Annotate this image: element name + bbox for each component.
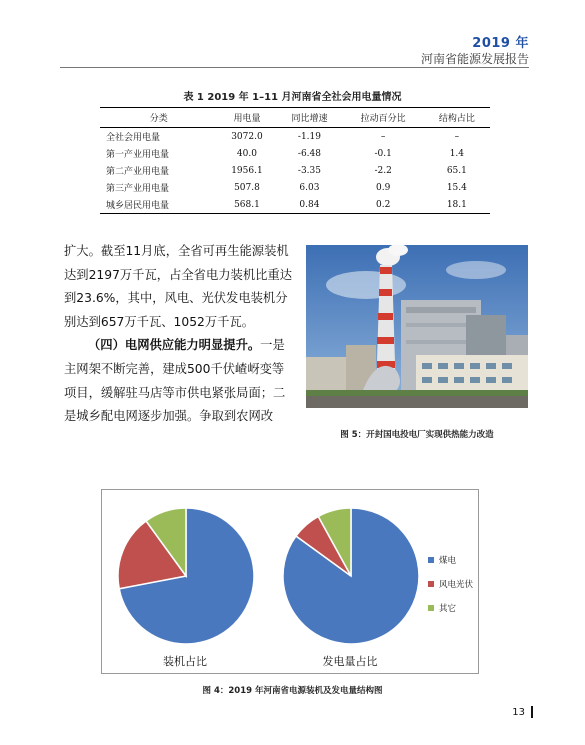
- table-cell: -6.48: [297, 148, 321, 159]
- header-divider: [60, 67, 529, 68]
- legend-label: 风电光伏: [439, 580, 474, 590]
- paragraph-text: 一是主网架不断完善，建成500千伏嵖岈变等项目，缓解驻马店等市供电紧张局面；二是城乡配电网逐步加强。争取到农网改: [64, 338, 286, 424]
- table-cell: 1956.1: [231, 165, 263, 176]
- paragraph: [64, 334, 296, 428]
- body-text: [64, 240, 296, 429]
- table-row: [100, 145, 490, 162]
- legend-swatch: [428, 557, 434, 563]
- table-cell: 3072.0: [231, 131, 263, 142]
- table-row: [100, 196, 490, 214]
- figure-caption: 图 4：2019 年河南省电源装机及发电量结构图: [202, 686, 383, 696]
- table-header-row: [100, 108, 490, 128]
- table-header-cell: 用电量: [218, 108, 277, 128]
- table-cell: 15.4: [446, 182, 467, 193]
- section-heading: （四）电网供应能力明显提升。: [88, 338, 261, 353]
- table-cell: 40.0: [236, 148, 257, 159]
- table-cell: –: [454, 131, 460, 142]
- legend-swatch: [428, 581, 434, 587]
- table-header-cell: 拉动百分比: [343, 108, 424, 128]
- legend-item: [428, 554, 473, 566]
- table-cell: -0.1: [374, 148, 392, 159]
- table-row: [100, 162, 490, 179]
- table-header-cell: 分类: [100, 108, 218, 128]
- pie-charts: [102, 490, 478, 673]
- table-caption: 表 1 2019 年 1–11 月河南省全社会用电量情况: [183, 92, 402, 103]
- table-cell: -1.19: [297, 131, 321, 142]
- legend-label: 煤电: [439, 556, 457, 566]
- table-cell: 18.1: [424, 196, 490, 214]
- table-cell: 第二产业用电量: [106, 167, 170, 177]
- table-cell: 568.1: [218, 196, 277, 214]
- table-cell: 第一产业用电量: [106, 150, 170, 160]
- table-cell: 第三产业用电量: [106, 184, 170, 194]
- table-cell: 507.8: [234, 182, 260, 193]
- page-number: 13: [512, 707, 525, 718]
- header-title: 河南省能源发展报告: [420, 52, 529, 66]
- legend-item: [428, 602, 473, 614]
- table-row: [100, 179, 490, 196]
- photo-caption: 图 5：开封国电投电厂实现供热能力改造: [340, 430, 494, 440]
- table-cell: 全社会用电量: [106, 133, 161, 143]
- table-cell: 0.9: [375, 182, 391, 193]
- chart-label-capacity: 装机占比: [163, 655, 207, 668]
- table-cell: 65.1: [446, 165, 467, 176]
- table-cell: –: [380, 131, 386, 142]
- table-row: [100, 128, 490, 146]
- table-cell: 0.84: [276, 196, 342, 214]
- table-cell: 城乡居民用电量: [100, 196, 218, 214]
- legend-swatch: [428, 605, 434, 611]
- table-cell: 0.2: [343, 196, 424, 214]
- table-header-cell: 同比增速: [276, 108, 342, 128]
- table-cell: -2.2: [374, 165, 392, 176]
- chart-legend: [428, 554, 473, 626]
- paragraph: 扩大。截至11月底，全省可再生能源装机达到2197万千瓦，占全省电力装机比重达到23.6%，其中，风电、光伏发电装机分别达到657万千瓦、1052万千瓦。: [64, 244, 293, 329]
- table-cell: -3.35: [297, 165, 321, 176]
- page-number-bar: [531, 706, 533, 718]
- table-header-cell: 结构占比: [424, 108, 490, 128]
- chart-label-generation: 发电量占比: [322, 655, 378, 668]
- electricity-usage-table: [100, 107, 490, 214]
- header-year: 2019 年: [472, 36, 529, 51]
- pie-chart-panel: [101, 489, 479, 674]
- power-plant-photo: [306, 245, 528, 408]
- legend-label: 其它: [439, 604, 457, 614]
- legend-item: [428, 578, 473, 590]
- table-cell: 1.4: [449, 148, 465, 159]
- table-cell: 6.03: [299, 182, 320, 193]
